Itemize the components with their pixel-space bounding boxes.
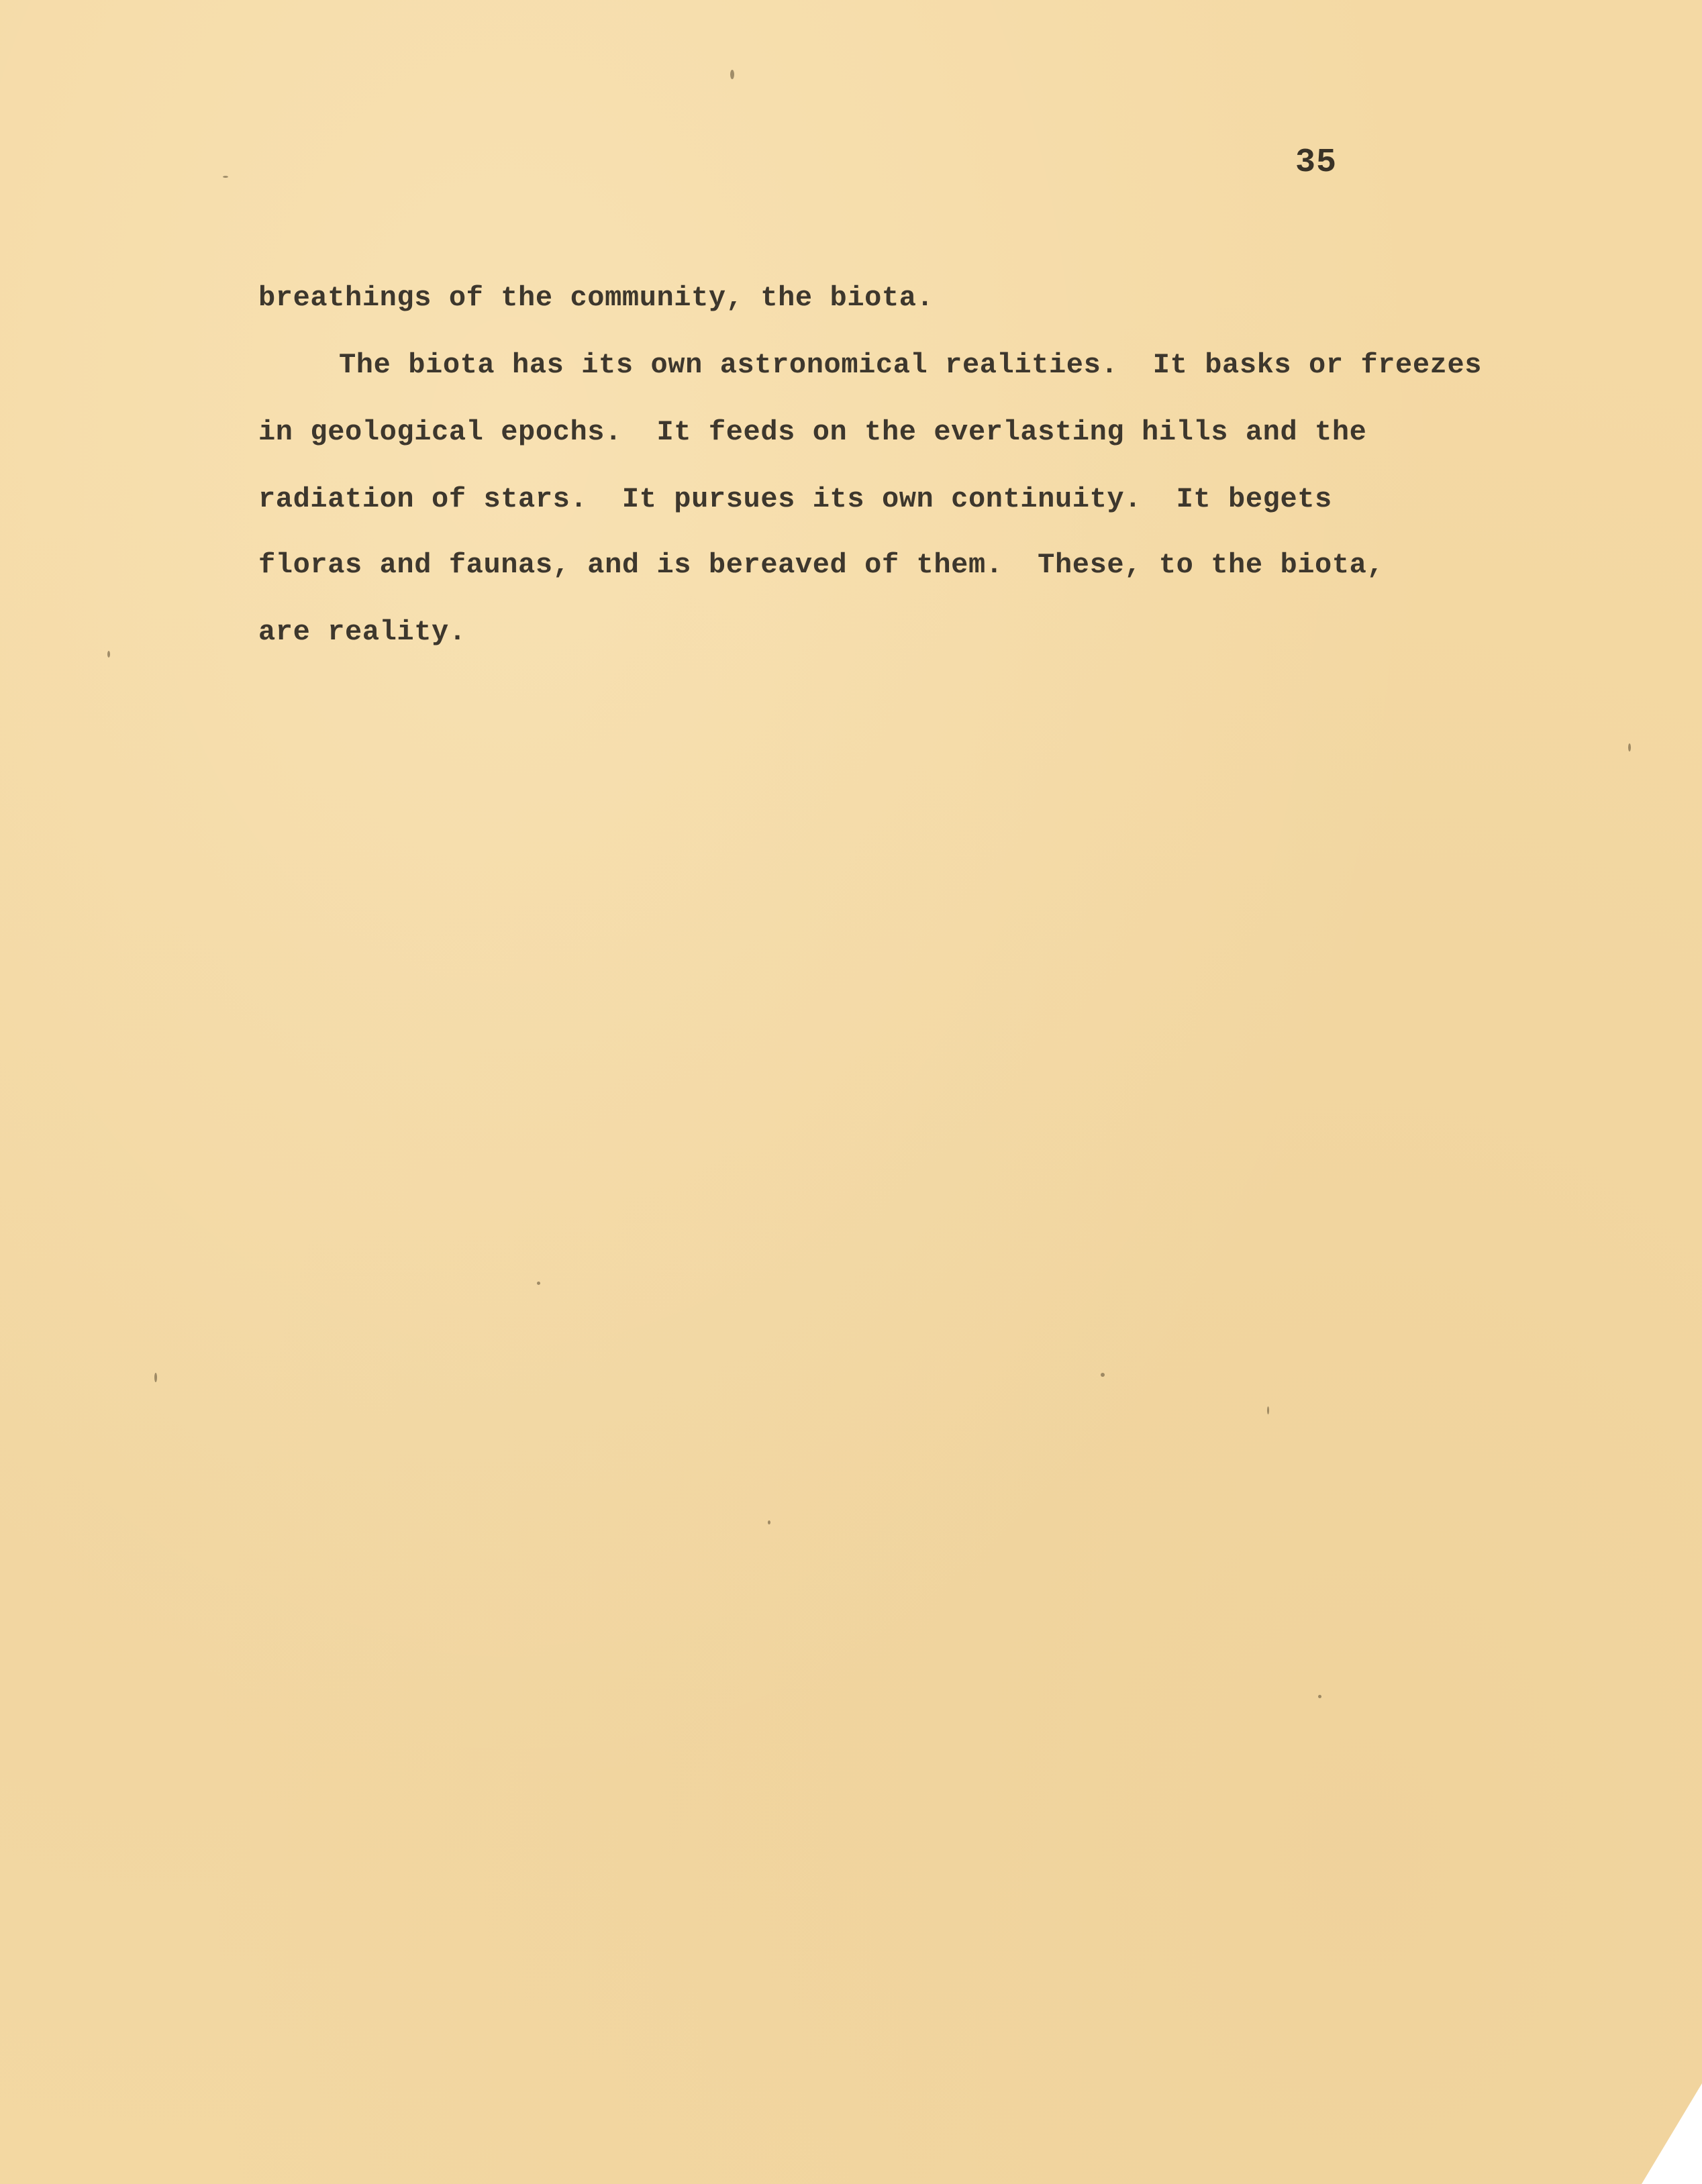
text-line: floras and faunas, and is bereaved of them. These, to the biota, — [258, 549, 1385, 581]
paper-speck — [1318, 1695, 1321, 1698]
text-line: in geological epochs. It feeds on the everlasting hills and the — [258, 416, 1367, 448]
paper-speck — [107, 651, 110, 658]
paper-speck — [1267, 1406, 1269, 1414]
paragraph-first-line: The biota has its own astronomical realities. It basks or freezes — [339, 349, 1483, 381]
paper-speck — [730, 70, 734, 79]
text-line: radiation of stars. It pursues its own continuity. It begets — [258, 483, 1332, 515]
paper-speck — [154, 1373, 157, 1382]
folded-corner — [1642, 2083, 1702, 2184]
paper-speck — [1101, 1373, 1105, 1377]
page-number: 35 — [1295, 144, 1338, 182]
paper-speck — [768, 1520, 770, 1524]
paper-speck — [1628, 743, 1631, 751]
text-line: breathings of the community, the biota. — [258, 282, 934, 314]
text-line: are reality. — [258, 616, 466, 648]
paper-speck — [537, 1282, 540, 1285]
paper-speck — [223, 176, 228, 178]
